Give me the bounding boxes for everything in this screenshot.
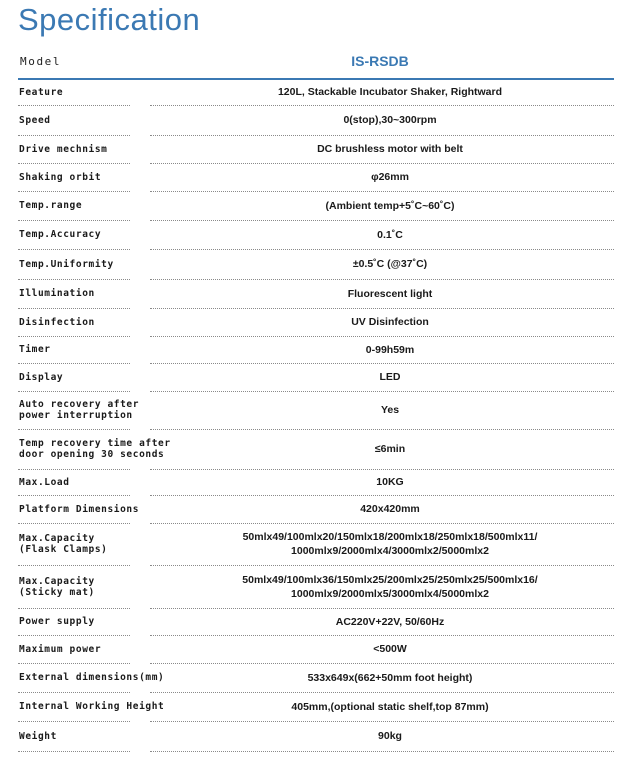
spec-value: 50mlx49/100mlx20/150mlx18/200mlx18/250mlx18/500mlx11/ 1000mlx9/2000mlx4/3000mlx2/5000mlx2	[242, 531, 538, 557]
spec-row	[0, 280, 640, 309]
spec-label: Shaking orbit	[19, 172, 102, 183]
spec-value: 50mlx49/100mlx36/150mlx25/200mlx25/250mlx25/500mlx16/ 1000mlx9/2000mlx5/3000mlx4/5000mlx2	[242, 574, 538, 600]
spec-value: 90kg	[378, 730, 402, 742]
spec-row	[0, 524, 640, 566]
spec-label: Feature	[19, 87, 64, 98]
spec-row	[0, 164, 640, 192]
spec-label: Maximum power	[19, 644, 102, 655]
spec-label: Temp.range	[19, 200, 83, 211]
spec-label: Platform Dimensions	[19, 504, 140, 515]
spec-value: 0.1˚C	[377, 229, 403, 241]
spec-label: Max.Capacity (Flask Clamps)	[19, 533, 108, 555]
spec-row	[0, 566, 640, 609]
spec-value: LED	[379, 371, 401, 383]
spec-row	[0, 80, 640, 106]
spec-value: Fluorescent light	[347, 288, 433, 300]
spec-label: Max.Capacity (Sticky mat)	[19, 576, 95, 598]
spec-label: Weight	[19, 731, 57, 742]
spec-row	[0, 430, 640, 470]
spec-row	[0, 192, 640, 221]
spec-label: Auto recovery after power interruption	[19, 399, 140, 421]
spec-row	[0, 496, 640, 524]
spec-value: ±0.5˚C (@37˚C)	[352, 258, 428, 270]
spec-value: UV Disinfection	[351, 316, 429, 328]
spec-value: 533x649x(662+50mm foot height)	[307, 672, 473, 684]
spec-label: Internal Working Height	[19, 701, 165, 712]
spec-value: ≤6min	[374, 443, 406, 455]
spec-row	[0, 136, 640, 164]
spec-row	[0, 221, 640, 250]
spec-row	[0, 337, 640, 364]
spec-label: Temp.Uniformity	[19, 259, 114, 270]
model-value: IS-RSDB	[351, 53, 409, 69]
page-title: Specification	[18, 2, 201, 37]
spec-value: 405mm,(optional static shelf,top 87mm)	[291, 701, 489, 713]
spec-label: External dimensions(mm)	[19, 672, 165, 683]
row-divider	[18, 751, 130, 752]
spec-label: Drive mechnism	[19, 144, 108, 155]
spec-value: 0-99h59m	[365, 344, 415, 356]
spec-row	[0, 664, 640, 693]
spec-label: Temp.Accuracy	[19, 229, 102, 240]
spec-label: Disinfection	[19, 317, 95, 328]
spec-label: Display	[19, 372, 64, 383]
model-row	[0, 50, 640, 80]
spec-row	[0, 722, 640, 752]
spec-value: 420x420mm	[360, 503, 420, 515]
model-label: Model	[20, 55, 62, 68]
spec-label: Temp recovery time after door opening 30 seconds	[19, 438, 171, 460]
spec-label: Timer	[19, 344, 51, 355]
spec-row	[0, 364, 640, 392]
spec-value: AC220V+22V, 50/60Hz	[335, 616, 445, 628]
spec-row	[0, 392, 640, 430]
spec-value: DC brushless motor with belt	[317, 143, 463, 155]
spec-value: 10KG	[376, 476, 404, 488]
spec-value: 0(stop),30~300rpm	[343, 114, 437, 126]
spec-value: 120L, Stackable Incubator Shaker, Rightward	[277, 86, 503, 98]
spec-label: Speed	[19, 115, 51, 126]
spec-row	[0, 693, 640, 722]
spec-label: Illumination	[19, 288, 95, 299]
row-divider	[150, 751, 614, 752]
spec-row	[0, 636, 640, 664]
spec-label: Power supply	[19, 616, 95, 627]
spec-label: Max.Load	[19, 477, 70, 488]
spec-row	[0, 609, 640, 636]
spec-value: Yes	[380, 404, 400, 416]
spec-row	[0, 309, 640, 337]
spec-row	[0, 106, 640, 136]
spec-value: φ26mm	[371, 171, 409, 183]
spec-row	[0, 470, 640, 496]
spec-row	[0, 250, 640, 280]
spec-value: (Ambient temp+5˚C~60˚C)	[325, 200, 455, 212]
spec-value: <500W	[373, 643, 407, 655]
